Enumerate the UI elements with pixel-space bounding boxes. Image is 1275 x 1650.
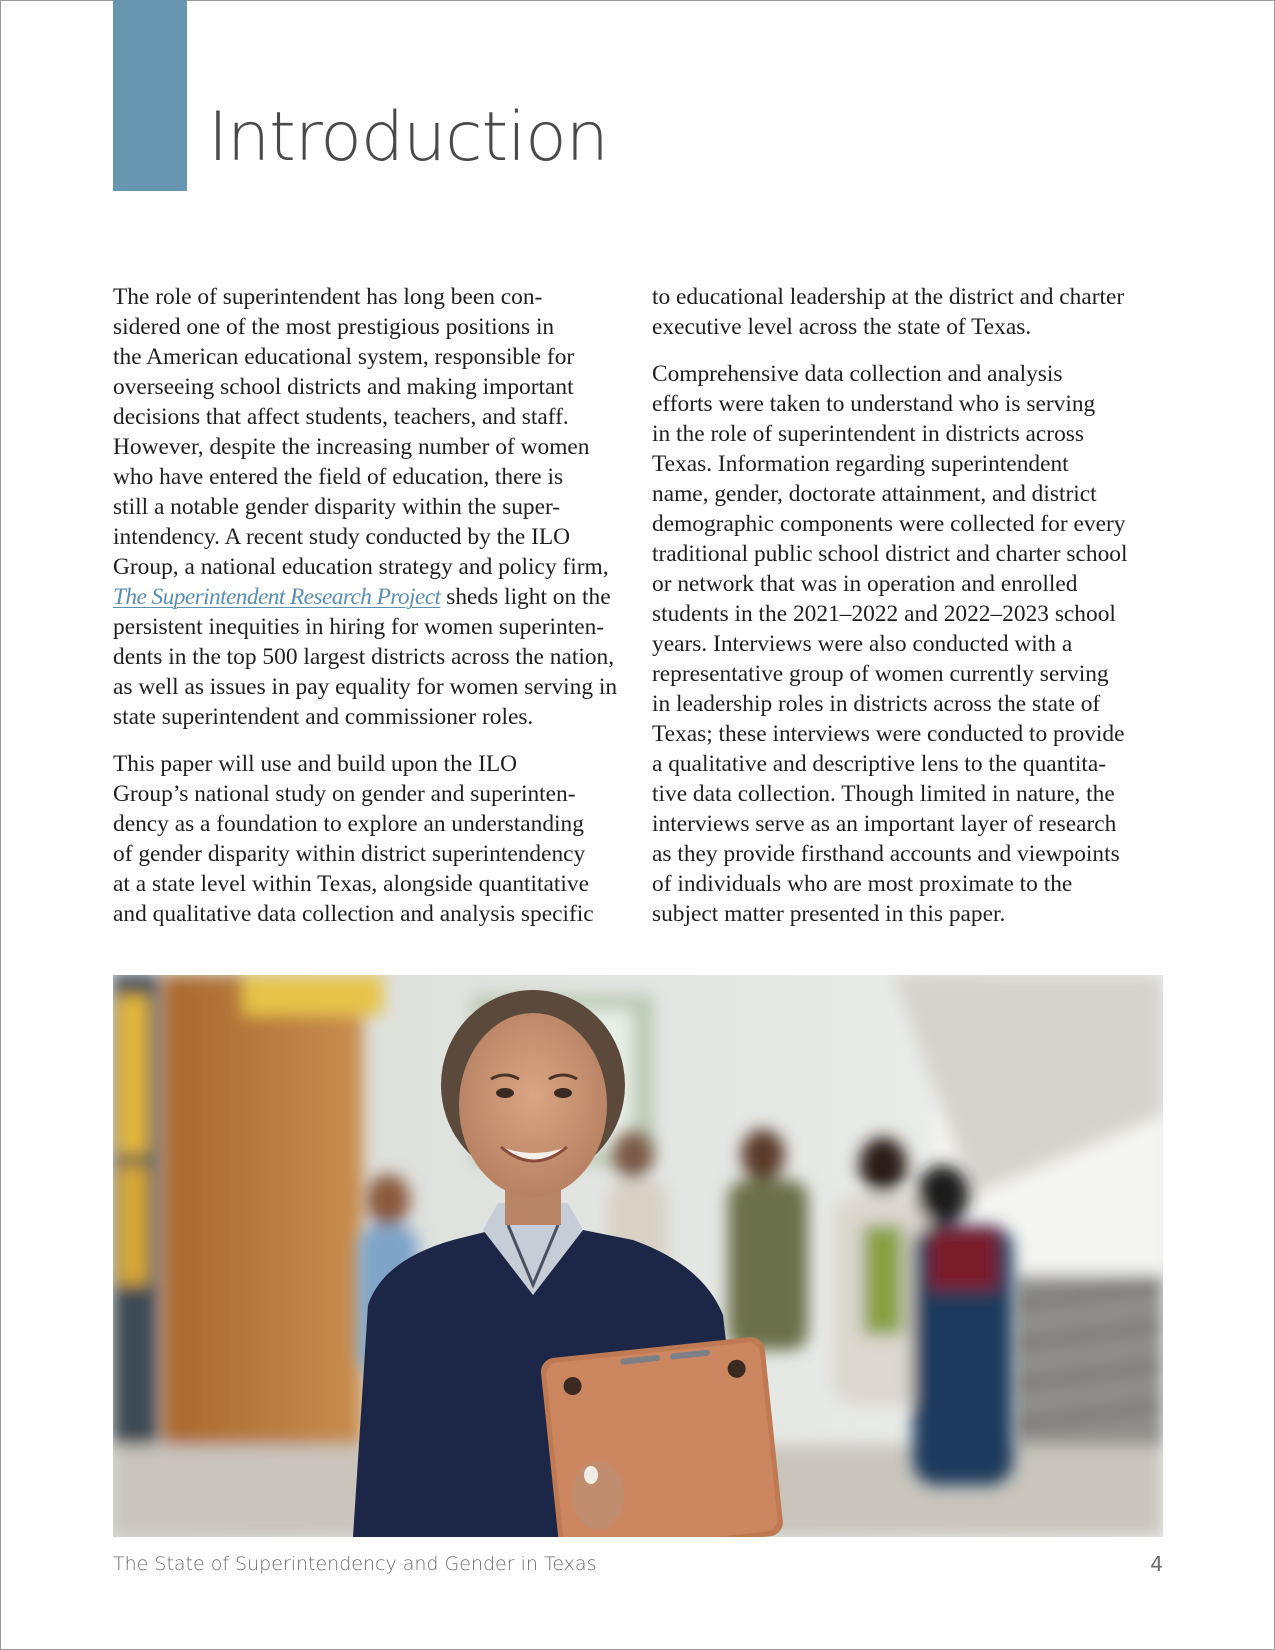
footer-document-title: The State of Superintendency and Gender in Texas (113, 1553, 597, 1575)
left-column (113, 282, 633, 929)
text-line: years. Interviews were also conducted with a (652, 631, 1073, 657)
text-line: the American educational system, responsible for (113, 344, 575, 370)
photo-illustration (113, 975, 1163, 1537)
text-line: students in the 2021–2022 and 2022–2023 school (652, 601, 1116, 627)
text-line: Texas; these interviews were conducted to provide (652, 721, 1125, 747)
text-line: and qualitative data collection and analysis specific (113, 901, 594, 927)
text-line: However, despite the increasing number of women (113, 434, 590, 460)
paragraph-gap (652, 342, 1172, 359)
page-number: 4 (1150, 1552, 1163, 1576)
text-line: Group, a national education strategy and policy firm, (113, 554, 609, 580)
text-line: name, gender, doctorate attainment, and district (652, 481, 1097, 507)
title-accent-bar (113, 0, 187, 191)
text-line: traditional public school district and charter school (652, 541, 1128, 567)
left-paragraph-1 (113, 282, 633, 732)
text-line: dency as a foundation to explore an understanding (113, 811, 584, 837)
text-line: a qualitative and descriptive lens to the quantita- (652, 751, 1107, 777)
text-line: in the role of superintendent in districts across (652, 421, 1084, 447)
text-line: The role of superintendent has long been con- (113, 284, 543, 310)
page-title: Introduction (208, 98, 608, 177)
text-line: who have entered the field of education, there is (113, 464, 564, 490)
link-line-rest: sheds light on the (440, 584, 611, 610)
text-line: sidered one of the most prestigious positions in (113, 314, 555, 340)
text-line: tive data collection. Though limited in nature, the (652, 781, 1115, 807)
text-line: representative group of women currently serving (652, 661, 1109, 687)
text-line: executive level across the state of Texas. (652, 314, 1032, 340)
text-line: Texas. Information regarding superintendent (652, 451, 1069, 477)
text-line: to educational leadership at the district and charter (652, 284, 1125, 310)
text-line-with-link (113, 582, 633, 612)
photo-woman-holding-tablet (113, 975, 1163, 1537)
text-line: of individuals who are most proximate to the (652, 871, 1073, 897)
paragraph-gap (113, 732, 633, 749)
text-line: subject matter presented in this paper. (652, 901, 1006, 927)
right-paragraph-1 (652, 282, 1172, 342)
text-line: persistent inequities in hiring for women superinten- (113, 614, 605, 640)
text-line: efforts were taken to understand who is serving (652, 391, 1096, 417)
text-line: as well as issues in pay equality for women serving in (113, 674, 618, 700)
text-line: at a state level within Texas, alongside quantitative (113, 871, 590, 897)
text-line: interviews serve as an important layer of research (652, 811, 1117, 837)
text-line: as they provide firsthand accounts and viewpoints (652, 841, 1120, 867)
text-line: dents in the top 500 largest districts across the nation, (113, 644, 615, 670)
text-line: or network that was in operation and enrolled (652, 571, 1078, 597)
text-line: in leadership roles in districts across the state of (652, 691, 1101, 717)
text-line: still a notable gender disparity within the super- (113, 494, 561, 520)
text-line: state superintendent and commissioner roles. (113, 704, 534, 730)
text-line: decisions that affect students, teachers, and staff. (113, 404, 569, 430)
text-line: intendency. A recent study conducted by the ILO (113, 524, 571, 550)
text-line: Comprehensive data collection and analysis (652, 361, 1063, 387)
text-line: demographic components were collected for every (652, 511, 1126, 537)
right-column (652, 282, 1172, 929)
text-line: This paper will use and build upon the ILO (113, 751, 518, 777)
text-line: of gender disparity within district superintendency (113, 841, 586, 867)
text-line: overseeing school districts and making important (113, 374, 574, 400)
left-paragraph-2 (113, 749, 633, 929)
text-line: Group’s national study on gender and superinten- (113, 781, 576, 807)
superintendent-research-project-link[interactable]: The Superintendent Research Project (113, 584, 441, 610)
right-paragraph-2 (652, 359, 1172, 929)
